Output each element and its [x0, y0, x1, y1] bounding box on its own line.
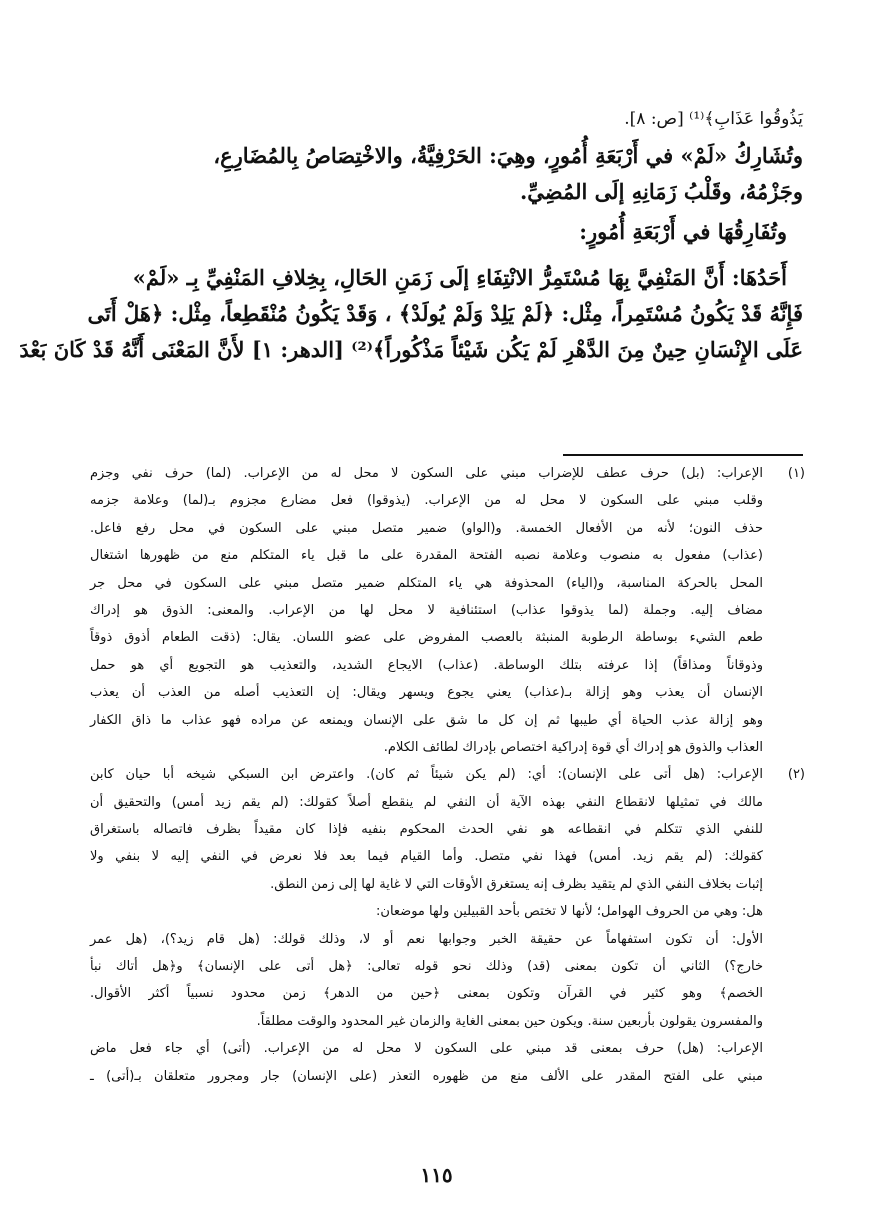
main-line-5: فَإِنَّهُ قَدْ يَكُونُ مُسْتَمِراً، مِثْل: ﴿لَمْ يَلِدْ وَلَمْ يُولَدْ﴾ ، وَقَدْ يَكُونُ مُنْقَطِعاً، مِثْل: ﴿هَلْ أَتَى	[87, 301, 803, 326]
footnote-line: خارج؟) الثاني أن تكون بمعنى (قد) وذلك نحو قوله تعالى: ﴿هل أتى على الإنسان﴾ و﴿هل أتاك نبأ	[90, 959, 763, 975]
footnote-line: للنفي الذي تتكلم في انقطاعه هو نفي الحدث المحكوم بنفيه فإذا كان مقيداً بظرف فاتصاله باستغراق	[90, 822, 763, 838]
footnote-line: العذاب والذوق هو إدراك أي قوة إدراكية اختصاص بإدراك لطائف الكلام.	[383, 739, 763, 755]
footnotes	[90, 460, 803, 1090]
top-line: يَذُوقُوا عَذَابِ﴾⁽¹⁾ [ص: ٨].	[624, 109, 803, 129]
footnote-line: وهو إزالة عذب الحياة أي طيبها ثم إن كل ما شق على الإنسان ويمنعه عن مراده فهو عذاب ما ذاق الكفار	[90, 712, 763, 728]
footnote-line: وقلب مبني على السكون لا محل له من الإعراب. (يذوقوا) فعل مضارع مجزوم بـ(لما) وعلامة جزمه	[90, 493, 763, 509]
main-line-1: وتُشَارِكُ «لَمْ» في أَرْبَعَةِ أُمُورٍ، وهِيَ: الحَرْفِيَّةُ، والاخْتِصَاصُ بِالمُضَارِعِ،	[213, 143, 803, 168]
footnote-line: إثبات بخلاف النفي الذي لم يتقيد بظرف إنه يستغرق الأوقات التي لا غاية لها إلى زمن النطق.	[270, 876, 763, 892]
footnote-line: الإعراب: (بل) حرف عطف للإضراب مبني على السكون لا محل له من الإعراب. (لما) حرف نفي وجزم	[90, 466, 763, 481]
footnote-line: الخصم﴾ وهو كثير في القرآن وتكون بمعنى ﴿حين من الدهر﴾ زمن محدود نسبياً أكثر الأقوال.	[90, 986, 763, 1002]
footnote-1	[90, 460, 803, 761]
footnote-line: مالك في تمثيلها لانقطاع النفي بهذه الآية أن النفي لم ينقطع أصلاً كقولك: (لم يقم زيد أمس) والتحقيق أن	[90, 794, 763, 810]
footnote-line: مبني على الفتح المقدر على الألف منع من ظهوره التعذر (على الإنسان) جار ومجرور متعلقان بـ(أتى) ـ	[90, 1068, 763, 1084]
main-line-4: أَحَدُهَا: أَنَّ المَنْفِيَّ بِهَا مُسْتَمِرُّ الانْتِفَاءِ إلَى زَمَنِ الحَالِ، بِخِلافِ المَنْفِيِّ بِـ «لَمْ»	[132, 265, 787, 290]
footnote-line: وذوقاناً ومذاقاً) إذا عرفته بتلك الوساطة. (عذاب) الايجاع الشديد، والتعذيب هو التجويع أي هو حمل	[90, 657, 763, 673]
footnote-line: (عذاب) مفعول به منصوب وعلامة نصبه الفتحة المقدرة على ما قبل ياء المتكلم منع من ظهورها اشتغال	[90, 548, 763, 564]
footnote-line: والمفسرون يقولون بأربعين سنة. ويكون حين بمعنى الغاية والزمان غير المحدود والوقت مطلقاً.	[256, 1013, 763, 1029]
footnote-line: الإنسان أن يعذب وهو إزالة بـ(عذاب) يعني يجوع ويسهر ويقال: إن التعذيب أصله من العذب أن يعذب	[90, 685, 763, 701]
footnote-line: المحل بالحركة المناسبة، و(الياء) المحذوفة هي ياء المتكلم ضمير متصل مبني على السكون في محل جر	[90, 575, 763, 591]
main-line-6: عَلَى الإِنْسَانِ حِينٌ مِنَ الدَّهْرِ لَمْ يَكُن شَيْئاً مَذْكُوراً﴾⁽²⁾ [الدهر: ١] لأَنَّ المَعْنَى أَنَّهُ قَدْ كَانَ بَعْدَ	[19, 337, 803, 362]
main-line-2: وجَزْمُهُ، وقَلْبُ زَمَانِهِ إلَى المُضِيِّ.	[519, 179, 803, 204]
footnote-line: هل: وهي من الحروف الهوامل؛ لأنها لا تختص بأحد القبيلين ولها موضعان:	[376, 904, 763, 920]
footnote-line: مضاف إليه. وجملة (لما يذوقوا عذاب) استئنافية لا محل لها من الإعراب. والمعنى: الذوق هو إدراك	[90, 602, 763, 618]
footnote-line: الأول: أن تكون استفهاماً عن حقيقة الخبر وجوابها نعم أو لا، وذلك قولك: (هل قام زيد؟)، (هل عمر	[90, 931, 763, 947]
footnote-line: طعم الشيء بوساطة الرطوبة المنبثة بالعصب المفروض على عضو اللسان. يقال: (ذقت الطعام أذوق ذوقاً	[90, 630, 763, 646]
footnote-line: الإعراب: (هل أتى على الإنسان): أي: (لم يكن شيئاً ثم كان). واعترض ابن السبكي شيخه أبا حيان كابن	[90, 767, 763, 783]
footnote-2	[90, 761, 803, 1090]
footnote-line: كقولك: (لم يقم زيد. أمس) فهذا نفي متصل. وأما القيام فيما بعد فلا نعرض في النفي إليه لا بنفي ولا	[90, 849, 763, 865]
footnote-line: الإعراب: (هل) حرف بمعنى قد مبني على السكون لا محل له من الإعراب. (أتى) أي جاء فعل ماض	[90, 1041, 763, 1057]
footnote-number: (١)	[787, 466, 805, 481]
main-line-3: وتُفَارِقُهَا في أَرْبَعَةِ أُمُورٍ:	[579, 219, 787, 244]
main-text	[19, 104, 803, 368]
page-number: ١١٥	[420, 1163, 453, 1187]
footnote-divider	[563, 454, 803, 456]
footnote-line: حذف النون؛ لأنه من الأفعال الخمسة. و(الواو) ضمير متصل مبني على السكون في محل رفع فاعل.	[90, 520, 763, 536]
footnote-number: (٢)	[787, 767, 805, 783]
